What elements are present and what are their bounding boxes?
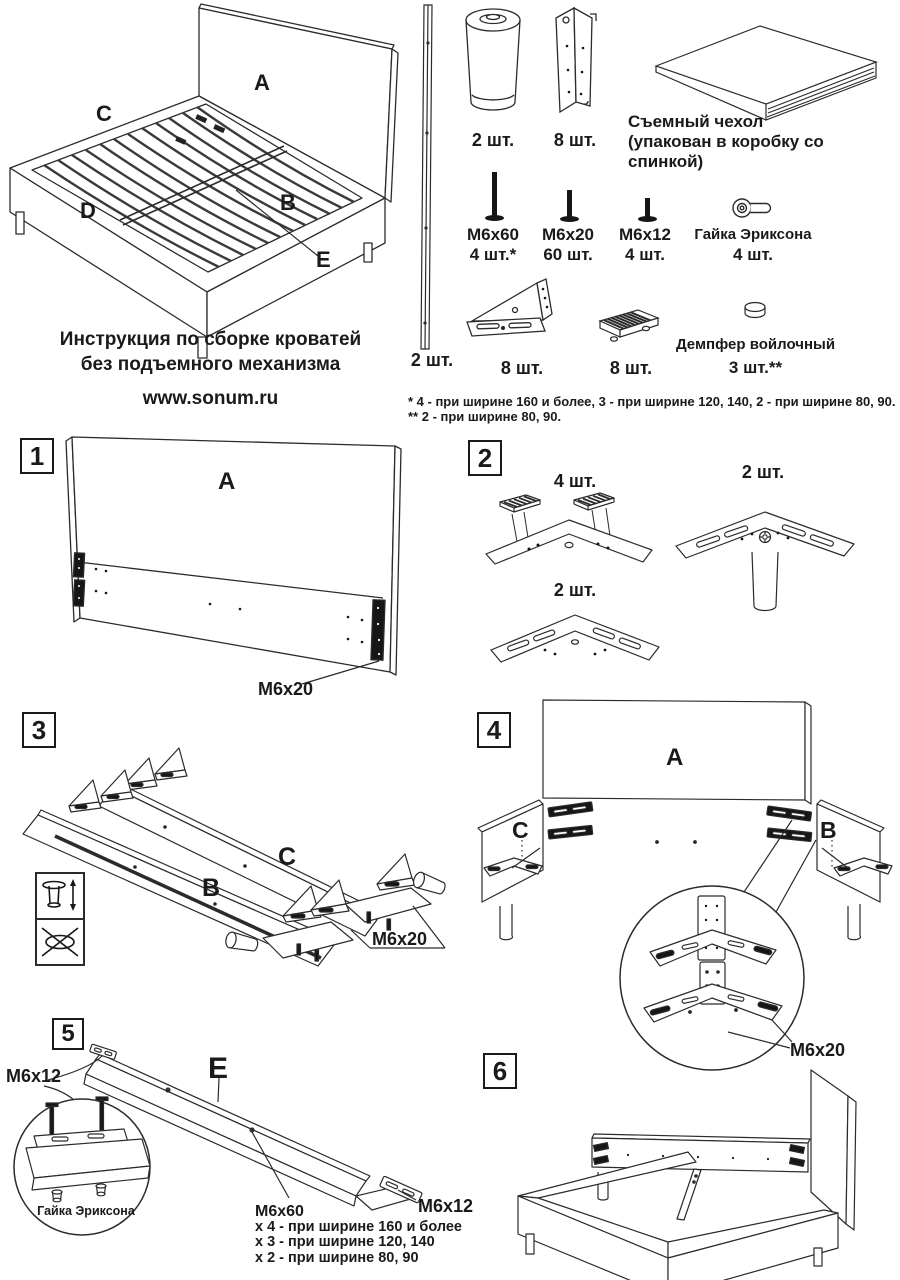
- leg-qty: 2 шт.: [471, 130, 515, 150]
- bolt-m6x20-name: M6x20: [542, 225, 594, 244]
- bolt-m6x20-icon: [558, 186, 582, 224]
- step-2-qty-holders: 4 шт.: [553, 471, 597, 491]
- step-1-panel-label: A: [218, 468, 236, 495]
- bolt-m6x12-icon: [636, 192, 660, 224]
- step-6-illustration: [498, 1058, 900, 1280]
- bolt-m6x12-name: M6x12: [619, 225, 671, 244]
- step-2-plate-plain: [487, 604, 667, 674]
- step-6-number: 6: [483, 1053, 517, 1089]
- flex-strip-illustration: [415, 3, 441, 353]
- step-3-rail-b-label: B: [202, 874, 221, 902]
- step-5-number: 5: [52, 1018, 84, 1050]
- step-1-number: 1: [20, 438, 54, 474]
- overview-label-b: B: [280, 190, 296, 215]
- step-3-rail-c-label: C: [278, 843, 297, 871]
- step-5-nut-label: Гайка Эриксона: [37, 1204, 135, 1218]
- felt-damper-name: Демпфер войлочный: [675, 336, 836, 353]
- cover-illustration: [648, 14, 886, 114]
- step-5-bolt-label: M6x60: [255, 1203, 304, 1220]
- erikson-nut-qty: 4 шт.: [733, 245, 773, 264]
- step-5-bolt-note-1: x 4 - при ширине 160 и более: [255, 1218, 462, 1235]
- step-4-rail-c-label: C: [512, 817, 529, 843]
- step-4-fastener-label: M6x20: [790, 1040, 846, 1060]
- leg-illustration: [462, 6, 524, 118]
- overview-label-a: A: [254, 70, 270, 95]
- gusset-bracket-illustration: [463, 276, 563, 342]
- felt-damper-qty: 3 шт.**: [728, 358, 783, 377]
- cover-note: (упакован в коробку со спинкой): [628, 132, 824, 171]
- bed-overview-illustration: [0, 0, 440, 315]
- erikson-nut-name: Гайка Эриксона: [694, 226, 812, 243]
- overview-label-e: E: [316, 247, 331, 272]
- step-3-fastener-label: M6x20: [372, 929, 428, 949]
- flex-strip-qty: 2 шт.: [410, 350, 454, 370]
- step-2-number: 2: [468, 440, 502, 476]
- adjustable-leg-icon: [35, 872, 85, 920]
- bolt-m6x12-qty: 4 шт.: [625, 245, 665, 264]
- step-5-fastener-right-label: M6x12: [418, 1196, 474, 1216]
- bolt-m6x60-name: M6x60: [467, 225, 519, 244]
- step-1-illustration: [52, 428, 452, 686]
- corner-bracket-illustration: [546, 4, 604, 116]
- footnote-1: * 4 - при ширине 160 и более, 3 - при ширине 120, 140, 2 - при ширине 80, 90.: [408, 394, 896, 409]
- page-title: [38, 327, 383, 377]
- step-1-fastener-label: M6x20: [258, 679, 314, 699]
- bolt-m6x60-qty: 4 шт.*: [469, 245, 517, 264]
- step-5-rail-label: E: [208, 1052, 229, 1085]
- title-line-1: Инструкция по сборке кроватей: [59, 329, 362, 350]
- step-2-plate-with-leg: [672, 506, 858, 618]
- overview-label-c: C: [96, 101, 112, 126]
- erikson-nut-icon: [732, 196, 776, 220]
- step-2-qty-leg-plates: 2 шт.: [741, 462, 785, 482]
- step-4-rail-b-label: B: [820, 817, 837, 843]
- cover-name: Съемный чехол: [628, 112, 764, 131]
- title-line-2: без подъемного механизма: [80, 354, 341, 375]
- website-url: www.sonum.ru: [142, 388, 279, 409]
- step-4-number: 4: [477, 712, 511, 748]
- overview-label-d: D: [80, 198, 96, 223]
- slat-holder-qty: 8 шт.: [609, 358, 653, 378]
- footnote-2: ** 2 - при ширине 80, 90.: [408, 409, 562, 424]
- felt-damper-illustration: [742, 300, 768, 320]
- step-3-hint-box: [35, 872, 85, 966]
- slat-holder-illustration: [592, 304, 664, 348]
- step-3-number: 3: [22, 712, 56, 748]
- step-5-bolt-note-2: x 3 - при ширине 120, 140: [255, 1234, 435, 1250]
- bolt-m6x20-qty: 60 шт.: [543, 245, 593, 264]
- step-4-panel-label: A: [666, 744, 684, 771]
- step-2-plate-with-holders: [482, 492, 662, 580]
- bolt-m6x60-icon: [483, 170, 507, 224]
- corner-bracket-qty: 8 шт.: [553, 130, 597, 150]
- step-2-qty-plain-plates: 2 шт.: [553, 580, 597, 600]
- do-not-icon: [35, 918, 85, 966]
- step-5-fastener-left-label: M6x12: [6, 1066, 62, 1086]
- gusset-bracket-qty: 8 шт.: [500, 358, 544, 378]
- step-5-bolt-note-3: x 2 - при ширине 80, 90: [255, 1249, 419, 1266]
